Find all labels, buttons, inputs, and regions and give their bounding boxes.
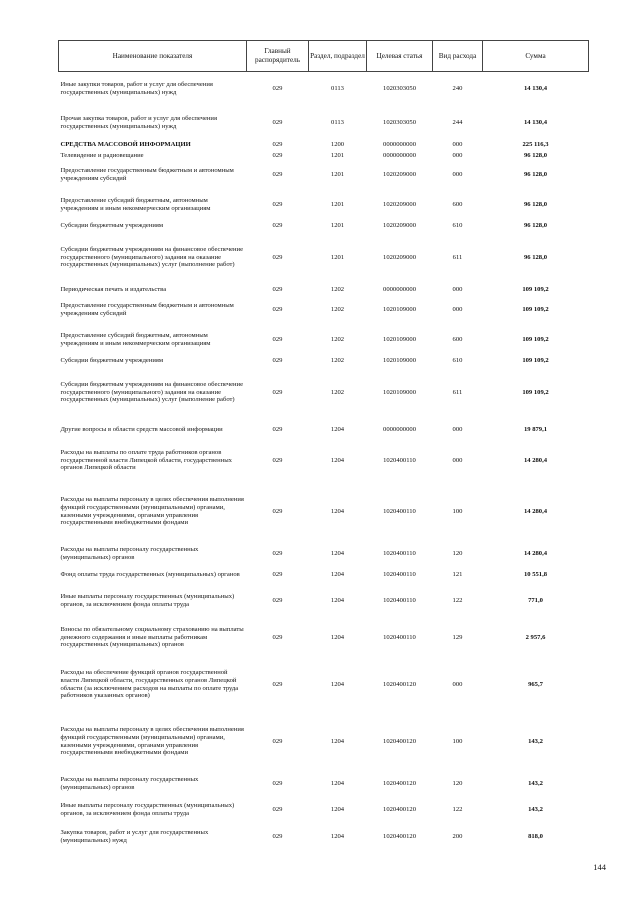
row-target: 1020109000 <box>383 388 416 396</box>
row-target: 0000000000 <box>383 285 416 293</box>
row-name: Предоставление субсидий бюджетным, автономным учреждениям и иным некоммерческим организациям <box>60 331 211 347</box>
row-sum: 14 280,4 <box>523 456 548 464</box>
row-kind: 610 <box>452 222 463 230</box>
row-target: 1020303050 <box>383 84 416 92</box>
row-sum: 14 280,4 <box>523 507 548 515</box>
table-row <box>59 324 589 356</box>
table-row <box>59 140 589 151</box>
row-kind: 611 <box>452 253 463 261</box>
row-section: 1204 <box>330 596 345 604</box>
row-target: 1020209000 <box>383 222 416 230</box>
row-name: Субсидии бюджетным учреждениям на финансовое обеспечение государственного (муниципального) задания на оказание государственных (муниципальных) услуг (выполнение работ) <box>60 245 243 269</box>
row-sum: 225 116,3 <box>522 141 549 149</box>
row-section: 1202 <box>330 388 345 396</box>
row-admin: 029 <box>272 570 283 578</box>
row-kind: 100 <box>452 507 463 515</box>
row-section: 1204 <box>330 779 345 787</box>
row-target: 1020109000 <box>383 357 416 365</box>
row-admin: 029 <box>272 456 283 464</box>
row-sum: 143,2 <box>528 737 543 745</box>
table-row <box>59 419 589 441</box>
table-row <box>59 795 589 825</box>
row-target: 1020400110 <box>383 507 416 515</box>
row-sum: 10 551,8 <box>523 570 548 578</box>
header-name: Наименование показателя <box>59 41 247 72</box>
table-row <box>59 296 589 324</box>
budget-table-container <box>58 40 588 849</box>
row-sum: 2 957,6 <box>525 633 546 641</box>
row-kind: 200 <box>452 832 463 840</box>
row-target: 1020400110 <box>383 596 416 604</box>
row-name: Телевидение и радиовещание <box>60 151 144 159</box>
table-row <box>59 825 589 849</box>
page-number: 144 <box>593 862 606 872</box>
row-kind: 129 <box>452 633 463 641</box>
row-target: 1020400120 <box>383 832 416 840</box>
row-target: 1020400120 <box>383 680 416 688</box>
table-row <box>59 284 589 296</box>
row-name: СРЕДСТВА МАССОВОЙ ИНФОРМАЦИИ <box>60 141 191 149</box>
header-target: Целевая статья <box>367 41 433 72</box>
row-kind: 120 <box>452 549 463 557</box>
row-admin: 029 <box>272 425 283 433</box>
row-target: 1020303050 <box>383 118 416 126</box>
row-name: Предоставление государственным бюджетным и автономным учреждениям субсидий <box>60 301 234 317</box>
row-kind: 000 <box>452 170 463 178</box>
row-target: 1020109000 <box>383 335 416 343</box>
row-kind: 122 <box>452 805 463 813</box>
row-kind: 000 <box>452 456 463 464</box>
row-section: 0113 <box>331 118 344 126</box>
row-kind: 122 <box>452 596 463 604</box>
table-row <box>59 565 589 585</box>
row-sum: 965,7 <box>528 680 543 688</box>
row-kind: 244 <box>452 118 463 126</box>
row-sum: 109 109,2 <box>522 388 549 396</box>
row-sum: 96 128,0 <box>523 151 548 159</box>
row-kind: 000 <box>452 680 463 688</box>
row-name: Взносы по обязательному социальному страхованию на выплаты денежного содержания и иные выплаты работникам государственных (муниципальных) органов <box>60 625 244 649</box>
row-section: 1204 <box>330 549 345 557</box>
row-section: 1202 <box>330 335 345 343</box>
budget-table <box>58 40 589 849</box>
row-section: 1200 <box>330 141 345 149</box>
row-admin: 029 <box>272 170 283 178</box>
row-sum: 109 109,2 <box>522 335 549 343</box>
row-kind: 611 <box>452 388 463 396</box>
row-section: 1202 <box>330 357 345 365</box>
row-admin: 029 <box>272 200 283 208</box>
header-kind: Вид расхода <box>433 41 483 72</box>
header-admin: Главный распорядитель <box>247 41 309 72</box>
row-section: 1202 <box>330 305 345 313</box>
row-kind: 240 <box>452 84 463 92</box>
row-target: 0000000000 <box>383 141 416 149</box>
row-name: Субсидии бюджетным учреждениям <box>60 357 164 365</box>
row-sum: 96 128,0 <box>523 222 548 230</box>
row-admin: 029 <box>272 779 283 787</box>
row-section: 1204 <box>330 680 345 688</box>
row-sum: 109 109,2 <box>522 357 549 365</box>
row-kind: 610 <box>452 357 463 365</box>
table-row <box>59 585 589 617</box>
row-target: 1020400120 <box>383 779 416 787</box>
row-section: 1201 <box>330 222 345 230</box>
row-section: 1204 <box>330 456 345 464</box>
header-section: Раздел, подраздел <box>309 41 367 72</box>
row-admin: 029 <box>272 737 283 745</box>
table-header <box>59 41 589 72</box>
row-name: Иные выплаты персоналу государственных (муниципальных) органов, за исключением фонда оплаты труда <box>60 592 235 608</box>
row-admin: 029 <box>272 305 283 313</box>
row-name: Расходы на выплаты персоналу государственных (муниципальных) органов <box>60 545 199 561</box>
header-sum: Сумма <box>483 41 589 72</box>
row-target: 1020400110 <box>383 549 416 557</box>
row-kind: 600 <box>452 200 463 208</box>
row-name: Закупка товаров, работ и услуг для государственных (муниципальных) нужд <box>60 828 209 844</box>
table-row <box>59 481 589 543</box>
table-row <box>59 773 589 795</box>
row-section: 1204 <box>330 507 345 515</box>
row-sum: 143,2 <box>528 779 543 787</box>
row-kind: 000 <box>452 425 463 433</box>
row-name: Расходы на выплаты по оплате труда работников органов государственной власти Липецкой области, государственных органов Липецкой области <box>60 448 232 472</box>
row-target: 1020209000 <box>383 170 416 178</box>
row-section: 1204 <box>330 425 345 433</box>
row-admin: 029 <box>272 253 283 261</box>
row-admin: 029 <box>272 357 283 365</box>
table-row <box>59 659 589 711</box>
row-name: Расходы на выплаты персоналу в целях обеспечения выполнения функций государственными (муниципальными) органами, казенными учреждениями, органами управления государственными внебюджетными фондами <box>60 725 244 757</box>
row-sum: 14 130,4 <box>523 84 548 92</box>
row-target: 0000000000 <box>383 151 416 159</box>
row-admin: 029 <box>272 151 283 159</box>
table-body <box>59 72 589 849</box>
row-target: 1020209000 <box>383 253 416 261</box>
row-section: 1201 <box>330 151 345 159</box>
row-section: 1202 <box>330 285 345 293</box>
row-admin: 029 <box>272 222 283 230</box>
row-section: 1204 <box>330 570 345 578</box>
table-row <box>59 617 589 659</box>
row-admin: 029 <box>272 680 283 688</box>
row-sum: 143,2 <box>528 805 543 813</box>
row-admin: 029 <box>272 596 283 604</box>
row-kind: 000 <box>452 151 463 159</box>
row-kind: 121 <box>452 570 463 578</box>
row-section: 1201 <box>330 200 345 208</box>
row-kind: 120 <box>452 779 463 787</box>
row-section: 1201 <box>330 170 345 178</box>
row-name: Периодическая печать и издательства <box>60 285 167 293</box>
row-sum: 771,0 <box>528 596 543 604</box>
row-target: 1020400110 <box>383 570 416 578</box>
row-admin: 029 <box>272 549 283 557</box>
row-section: 0113 <box>331 84 344 92</box>
row-name: Другие вопросы в области средств массовой информации <box>60 425 223 433</box>
row-kind: 000 <box>452 285 463 293</box>
row-kind: 000 <box>452 141 463 149</box>
table-row <box>59 441 589 481</box>
table-row <box>59 161 589 189</box>
row-admin: 029 <box>272 633 283 641</box>
row-target: 1020209000 <box>383 200 416 208</box>
row-name: Предоставление субсидий бюджетным, автономным учреждениям и иным некоммерческим организациям <box>60 196 211 212</box>
row-name: Расходы на выплаты персоналу государственных (муниципальных) органов <box>60 775 199 791</box>
row-admin: 029 <box>272 141 283 149</box>
row-sum: 818,0 <box>528 832 543 840</box>
table-row <box>59 367 589 419</box>
row-target: 1020400110 <box>383 456 416 464</box>
row-sum: 96 128,0 <box>523 253 548 261</box>
row-name: Фонд оплаты труда государственных (муниципальных) органов <box>60 570 240 578</box>
row-sum: 14 280,4 <box>523 549 548 557</box>
row-target: 1020400120 <box>383 737 416 745</box>
row-sum: 19 879,1 <box>523 425 548 433</box>
row-sum: 96 128,0 <box>523 170 548 178</box>
row-admin: 029 <box>272 832 283 840</box>
row-admin: 029 <box>272 805 283 813</box>
row-section: 1204 <box>330 633 345 641</box>
row-section: 1204 <box>330 832 345 840</box>
row-sum: 14 130,4 <box>523 118 548 126</box>
table-row <box>59 151 589 161</box>
table-row <box>59 543 589 565</box>
table-row <box>59 232 589 284</box>
row-section: 1204 <box>330 737 345 745</box>
row-name: Субсидии бюджетным учреждениям <box>60 222 164 230</box>
row-kind: 100 <box>452 737 463 745</box>
row-admin: 029 <box>272 84 283 92</box>
row-target: 0000000000 <box>383 425 416 433</box>
row-name: Расходы на обеспечение функций органов государственной власти Липецкой области, государственных органов Липецкой области (за исключением расходов на выплаты по оплате труда работников указанных органов) <box>60 668 239 700</box>
table-row <box>59 189 589 221</box>
row-section: 1204 <box>330 805 345 813</box>
table-row <box>59 221 589 232</box>
table-row <box>59 72 589 106</box>
row-name: Иные выплаты персоналу государственных (муниципальных) органов, за исключением фонда оплаты труда <box>60 801 235 817</box>
row-name: Субсидии бюджетным учреждениям на финансовое обеспечение государственного (муниципального) задания на оказание государственных (муниципальных) услуг (выполнение работ) <box>60 380 243 404</box>
table-row <box>59 106 589 140</box>
row-kind: 000 <box>452 305 463 313</box>
row-kind: 600 <box>452 335 463 343</box>
row-sum: 96 128,0 <box>523 200 548 208</box>
table-row <box>59 711 589 773</box>
row-name: Расходы на выплаты персоналу в целях обеспечения выполнения функций государственными (муниципальными) органами, казенными учреждениями, органами управления государственными внебюджетными фондами <box>60 495 244 527</box>
row-name: Иные закупки товаров, работ и услуг для обеспечения государственных (муниципальных) нужд <box>60 80 213 96</box>
row-sum: 109 109,2 <box>522 305 549 313</box>
row-target: 1020400110 <box>383 633 416 641</box>
row-name: Предоставление государственным бюджетным и автономным учреждениям субсидий <box>60 166 234 182</box>
row-sum: 109 109,2 <box>522 285 549 293</box>
row-admin: 029 <box>272 335 283 343</box>
row-admin: 029 <box>272 388 283 396</box>
row-admin: 029 <box>272 285 283 293</box>
table-row <box>59 356 589 367</box>
row-name: Прочая закупка товаров, работ и услуг для обеспечения государственных (муниципальных) нужд <box>60 114 217 130</box>
row-target: 1020109000 <box>383 305 416 313</box>
row-admin: 029 <box>272 118 283 126</box>
row-admin: 029 <box>272 507 283 515</box>
row-section: 1201 <box>330 253 345 261</box>
row-target: 1020400120 <box>383 805 416 813</box>
